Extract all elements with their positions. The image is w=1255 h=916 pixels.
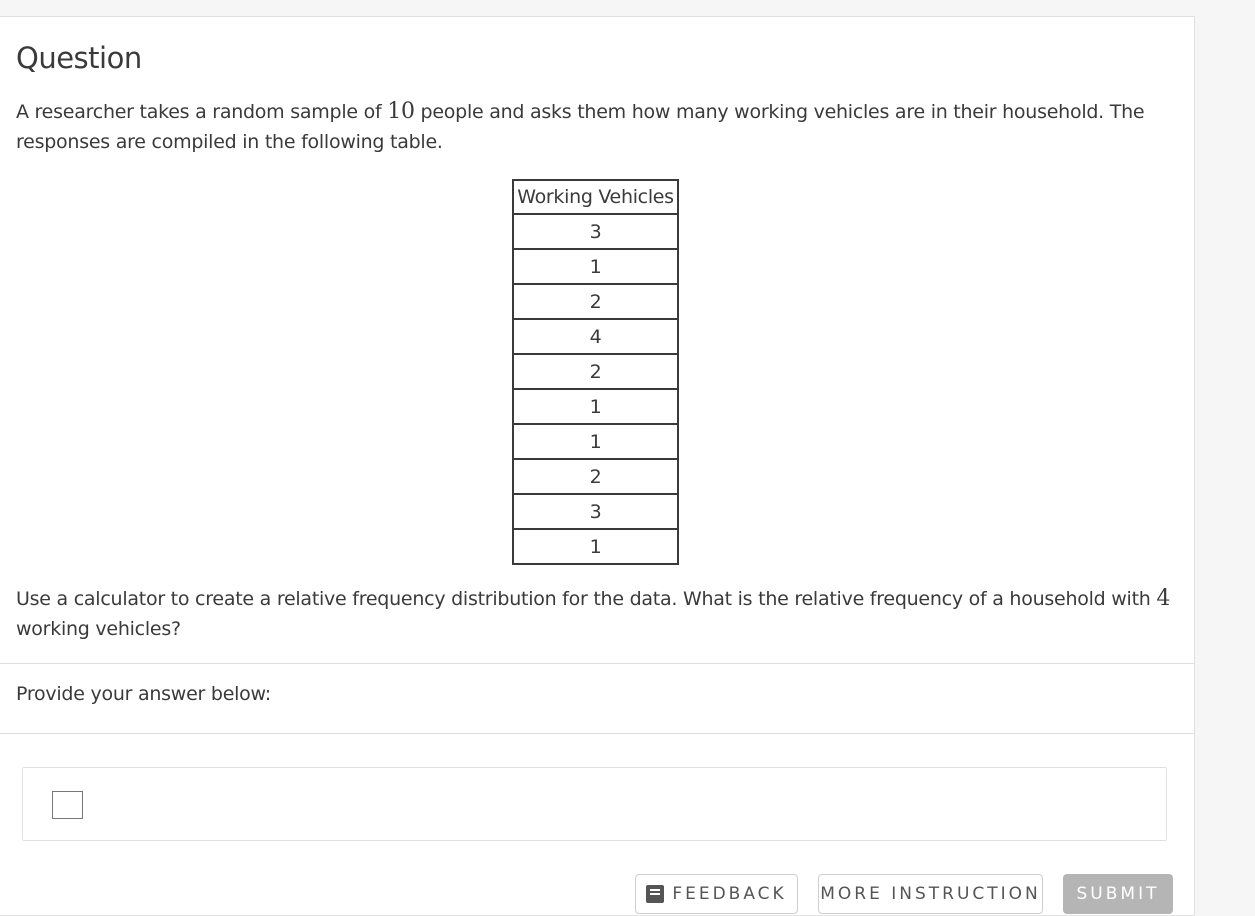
vehicles-table — [512, 179, 679, 565]
answer-area — [22, 767, 1167, 841]
intro-text-start: A researcher takes a random sample of — [16, 101, 388, 123]
table-row — [513, 529, 678, 564]
table-row — [513, 249, 678, 284]
table-cell: 3 — [513, 494, 678, 529]
table-cell: 2 — [513, 284, 678, 319]
more-instruction-button[interactable] — [818, 874, 1043, 914]
feedback-icon — [646, 885, 664, 903]
table-cell: 1 — [513, 249, 678, 284]
table-row — [513, 354, 678, 389]
vehicle-count-number: 4 — [1156, 586, 1171, 611]
table-header-cell: Working Vehicles — [513, 180, 678, 214]
feedback-button[interactable] — [635, 874, 798, 914]
question-intro — [16, 97, 1176, 157]
question-ask — [16, 584, 1176, 644]
table-cell: 2 — [513, 459, 678, 494]
table-cell: 3 — [513, 214, 678, 249]
answer-input[interactable] — [52, 791, 83, 819]
table-cell: 4 — [513, 319, 678, 354]
question-card — [0, 16, 1195, 916]
table-row — [513, 494, 678, 529]
section-divider — [0, 663, 1195, 664]
ask-text-start: Use a calculator to create a relative frequency distribution for the data. What is the relative frequency of a household with — [16, 588, 1157, 610]
feedback-button-label: FEEDBACK — [672, 884, 787, 904]
table-header-row — [513, 180, 678, 214]
table-cell: 1 — [513, 424, 678, 459]
sample-size-number: 10 — [387, 99, 415, 124]
answer-prompt: Provide your answer below: — [16, 683, 271, 705]
submit-button-label: SUBMIT — [1076, 884, 1160, 904]
more-instruction-button-label: MORE INSTRUCTION — [820, 884, 1041, 904]
intro-text-end: people and asks them how many working vehicles are in their household. The responses are compiled in the following table. — [16, 101, 1145, 153]
table-row — [513, 319, 678, 354]
table-cell: 1 — [513, 529, 678, 564]
ask-text-end: working vehicles? — [16, 618, 181, 640]
table-row — [513, 214, 678, 249]
table-row — [513, 459, 678, 494]
table-cell: 2 — [513, 354, 678, 389]
submit-button[interactable] — [1063, 874, 1173, 914]
table-row — [513, 284, 678, 319]
table-cell: 1 — [513, 389, 678, 424]
section-divider — [0, 733, 1195, 734]
table-row — [513, 424, 678, 459]
question-title: Question — [16, 41, 142, 75]
table-row — [513, 389, 678, 424]
